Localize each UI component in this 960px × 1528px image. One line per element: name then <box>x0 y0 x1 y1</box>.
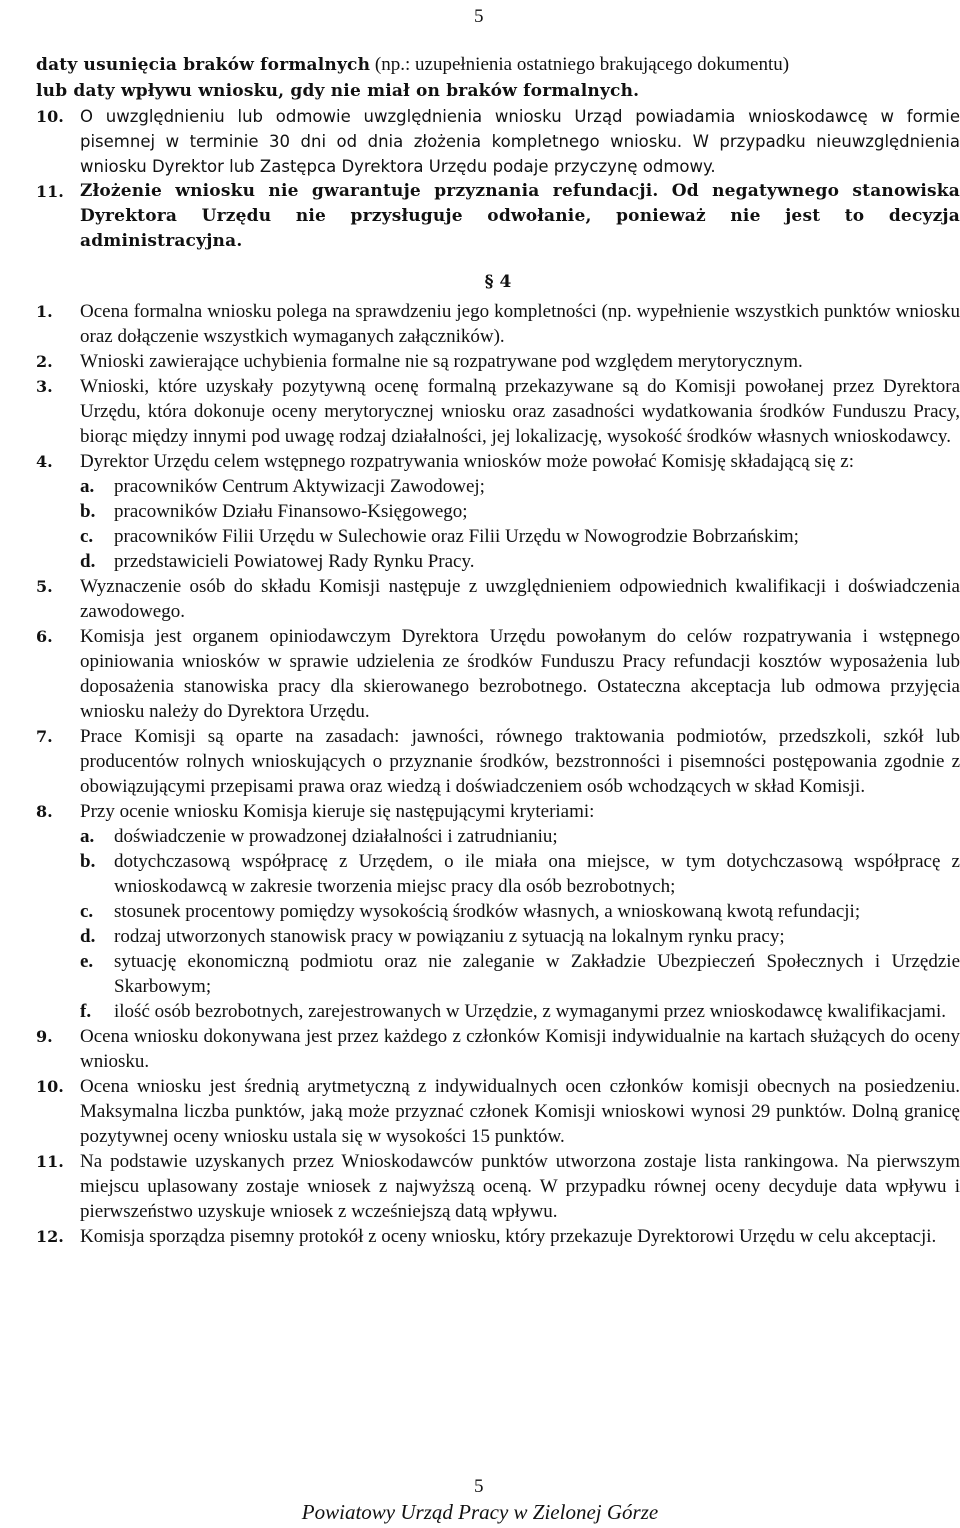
sub-item <box>80 474 960 499</box>
list-item <box>36 1074 960 1149</box>
footer-text: Powiatowy Urząd Pracy w Zielonej Górze <box>301 1500 659 1524</box>
item-number: 7. <box>36 727 53 746</box>
list-item <box>36 374 960 449</box>
list-item <box>36 624 960 724</box>
sub-item <box>80 899 960 924</box>
sub-item <box>80 499 960 524</box>
footer-page-number: 5 <box>474 1476 484 1497</box>
item-body <box>80 1149 960 1224</box>
item-number: 3. <box>36 377 53 396</box>
sub-item <box>80 524 960 549</box>
item-text: Ocena formalna wniosku polega na sprawdzeniu jego kompletności (np. wypełnienie wszystkich punktów wniosku oraz dołączenie wszystkich wymaganych załączników). <box>80 301 960 347</box>
item-number: 6. <box>36 627 53 646</box>
item-text: Ocena wniosku dokonywana jest przez każdego z członków Komisji indywidualnie na kartach służących do oceny wniosku. <box>80 1026 960 1072</box>
sub-item-text: rodzaj utworzonych stanowisk pracy w powiązaniu z sytuacją na lokalnym rynku pracy; <box>114 926 785 947</box>
sub-item-text: przedstawicieli Powiatowej Rady Rynku Pracy. <box>114 551 475 572</box>
sub-item <box>80 824 960 849</box>
item-number: 11. <box>36 1152 64 1171</box>
criteria-list <box>36 299 960 1249</box>
item-number: 11. <box>36 182 64 201</box>
continuation-line2: lub daty wpływu wniosku, gdy nie miał on braków formalnych. <box>36 81 640 101</box>
sub-item <box>80 999 960 1024</box>
sub-item-letter: d. <box>80 551 96 572</box>
list-item <box>36 799 960 1024</box>
item-body <box>80 449 960 574</box>
list-item <box>36 724 960 799</box>
item-number: 10. <box>36 1077 64 1096</box>
sub-item <box>80 549 960 574</box>
list-item <box>36 349 960 374</box>
continuation-paragraph <box>36 52 960 104</box>
item-number: 4. <box>36 452 53 471</box>
sub-item-letter: e. <box>80 951 94 972</box>
page-number-top: 5 <box>474 6 484 27</box>
sub-item-text: sytuację ekonomiczną podmiotu oraz nie zaleganie w Zakładzie Ubezpieczeń Społecznych i Urzędzie Skarbowym; <box>114 951 960 997</box>
item-body <box>80 574 960 624</box>
list-item <box>36 1024 960 1074</box>
sub-item-letter: c. <box>80 526 94 547</box>
sub-item-text: dotychczasową współpracę z Urzędem, o ile miała ona miejsce, w tym dotychczasową współpracę z wnioskodawcą w zakresie tworzenia miejsc pracy dla osób bezrobotnych; <box>114 851 960 897</box>
prev-item-11 <box>36 179 960 254</box>
item-body <box>80 1024 960 1074</box>
item-text: Komisja jest organem opiniodawczym Dyrektora Urzędu powołanym do celów rozpatrywania i wstępnego opiniowania wniosków w sprawie udzielenia ze środków Funduszu Pracy refundacji kosztów wyposażenia lub doposażenia stanowiska pracy dla skierowanego bezrobotnego. Ostateczna akceptacja lub odmowa przyjęcia wniosku należy do Dyrektora Urzędu. <box>80 626 960 722</box>
continuation-bold: daty usunięcia braków formalnych <box>36 55 371 75</box>
list-item <box>36 1224 960 1249</box>
item-number: 9. <box>36 1027 53 1046</box>
sub-item-text: pracowników Centrum Aktywizacji Zawodowej; <box>114 476 485 497</box>
list-item <box>36 574 960 624</box>
item-text: Wyznaczenie osób do składu Komisji następuje z uwzględnieniem odpowiednich kwalifikacji i doświadczenia zawodowego. <box>80 576 960 622</box>
sub-item-letter: f. <box>80 1001 92 1022</box>
sub-item-text: stosunek procentowy pomiędzy wysokością środków własnych, a wnioskowaną kwotą refundacji; <box>114 901 861 922</box>
item-text: Ocena wniosku jest średnią arytmetyczną z indywidualnych ocen członków komisji obecnych na posiedzeniu. Maksymalna liczba punktów, jaką może przyznać członek Komisji wnioskowi wynosi 29 punktów. Dolną granicę pozytywnej oceny wniosku ustala się w wysokości 15 punktów. <box>80 1076 960 1147</box>
item-body <box>80 624 960 724</box>
sub-item-text: pracowników Filii Urzędu w Sulechowie oraz Filii Urzędu w Nowogrodzie Bobrzańskim; <box>114 526 799 547</box>
item-body <box>80 374 960 449</box>
sub-item-letter: b. <box>80 501 96 522</box>
item-number: 5. <box>36 577 53 596</box>
item-body <box>80 1224 960 1249</box>
item-text: Dyrektor Urzędu celem wstępnego rozpatrywania wniosków może powołać Komisję składającą się z: <box>80 451 854 472</box>
item-body <box>80 299 960 349</box>
document-body <box>36 52 960 1249</box>
item-number: 8. <box>36 802 53 821</box>
sub-item <box>80 924 960 949</box>
item-text: Wnioski zawierające uchybienia formalne nie są rozpatrywane pod względem merytorycznym. <box>80 351 803 372</box>
item-number: 1. <box>36 302 53 321</box>
item-body <box>80 349 960 374</box>
sub-item-text: doświadczenie w prowadzonej działalności i zatrudnianiu; <box>114 826 558 847</box>
list-item <box>36 1149 960 1224</box>
sub-item <box>80 949 960 999</box>
item-body <box>80 724 960 799</box>
sub-item-letter: b. <box>80 851 96 872</box>
item-number: 10. <box>36 107 64 126</box>
item-number: 2. <box>36 352 53 371</box>
sub-item <box>80 849 960 899</box>
list-item <box>36 299 960 349</box>
list-item <box>36 449 960 574</box>
item-number: 12. <box>36 1227 64 1246</box>
item-text: Wnioski, które uzyskały pozytywną ocenę formalną przekazywane są do Komisji powołanej przez Dyrektora Urzędu, która dokonuje oceny merytorycznej wniosku oraz zasadności wydatkowania środków Funduszu Pracy, biorąc między innymi pod uwagę rodzaj działalności, jej lokalizację, wysokość środków własnych wnioskodawcy. <box>80 376 960 447</box>
item-text: Złożenie wniosku nie gwarantuje przyznania refundacji. Od negatywnego stanowiska Dyrektora Urzędu nie przysługuje odwołanie, ponieważ nie jest to decyzja administracyjna. <box>80 181 960 251</box>
item-body <box>80 799 960 1024</box>
continuation-normal: (np.: uzupełnienia ostatniego brakującego dokumentu) <box>370 54 790 75</box>
sub-item-letter: a. <box>80 826 95 847</box>
sub-item-letter: a. <box>80 476 95 497</box>
item-body <box>80 1074 960 1149</box>
item-text: Komisja sporządza pisemny protokół z oceny wniosku, który przekazuje Dyrektorowi Urzędu w celu akceptacji. <box>80 1226 937 1247</box>
section-title: § 4 <box>484 272 512 292</box>
item-text: O uwzględnieniu lub odmowie uwzględnienia wniosku Urząd powiadamia wnioskodawcę w formie pisemnej w terminie 30 dni od dnia złożenia kompletnego wniosku. W przypadku nieuwzględnienia wniosku Dyrektor lub Zastępca Dyrektora Urzędu podaje przyczynę odmowy. <box>80 107 960 176</box>
sub-item-text: pracowników Działu Finansowo-Księgowego; <box>114 501 468 522</box>
sub-item-letter: d. <box>80 926 96 947</box>
item-text: Przy ocenie wniosku Komisja kieruje się następującymi kryteriami: <box>80 801 595 822</box>
sub-item-text: ilość osób bezrobotnych, zarejestrowanych w Urzędzie, z wymaganymi przez wnioskodawcę kwalifikacjami. <box>114 1001 946 1022</box>
item-text: Prace Komisji są oparte na zasadach: jawności, równego traktowania podmiotów, przedszkoli, szkół lub producentów rolnych wnioskujących o przyznanie środków, bezstronności i pisemności postępowania zgodnie z obowiązującymi przepisami prawa oraz wiedzą i doświadczeniem osób wchodzących w skład Komisji. <box>80 726 960 797</box>
item-text: Na podstawie uzyskanych przez Wnioskodawców punktów utworzona zostaje lista rankingowa. Na pierwszym miejscu uplasowany zostaje wniosek z najwyższą oceną. W przypadku równej oceny decyduje data wpływu i pierwszeństwo uzyskuje wniosek z wcześniejszą datą wpływu. <box>80 1151 960 1222</box>
sub-item-letter: c. <box>80 901 94 922</box>
prev-item-10 <box>36 104 960 179</box>
